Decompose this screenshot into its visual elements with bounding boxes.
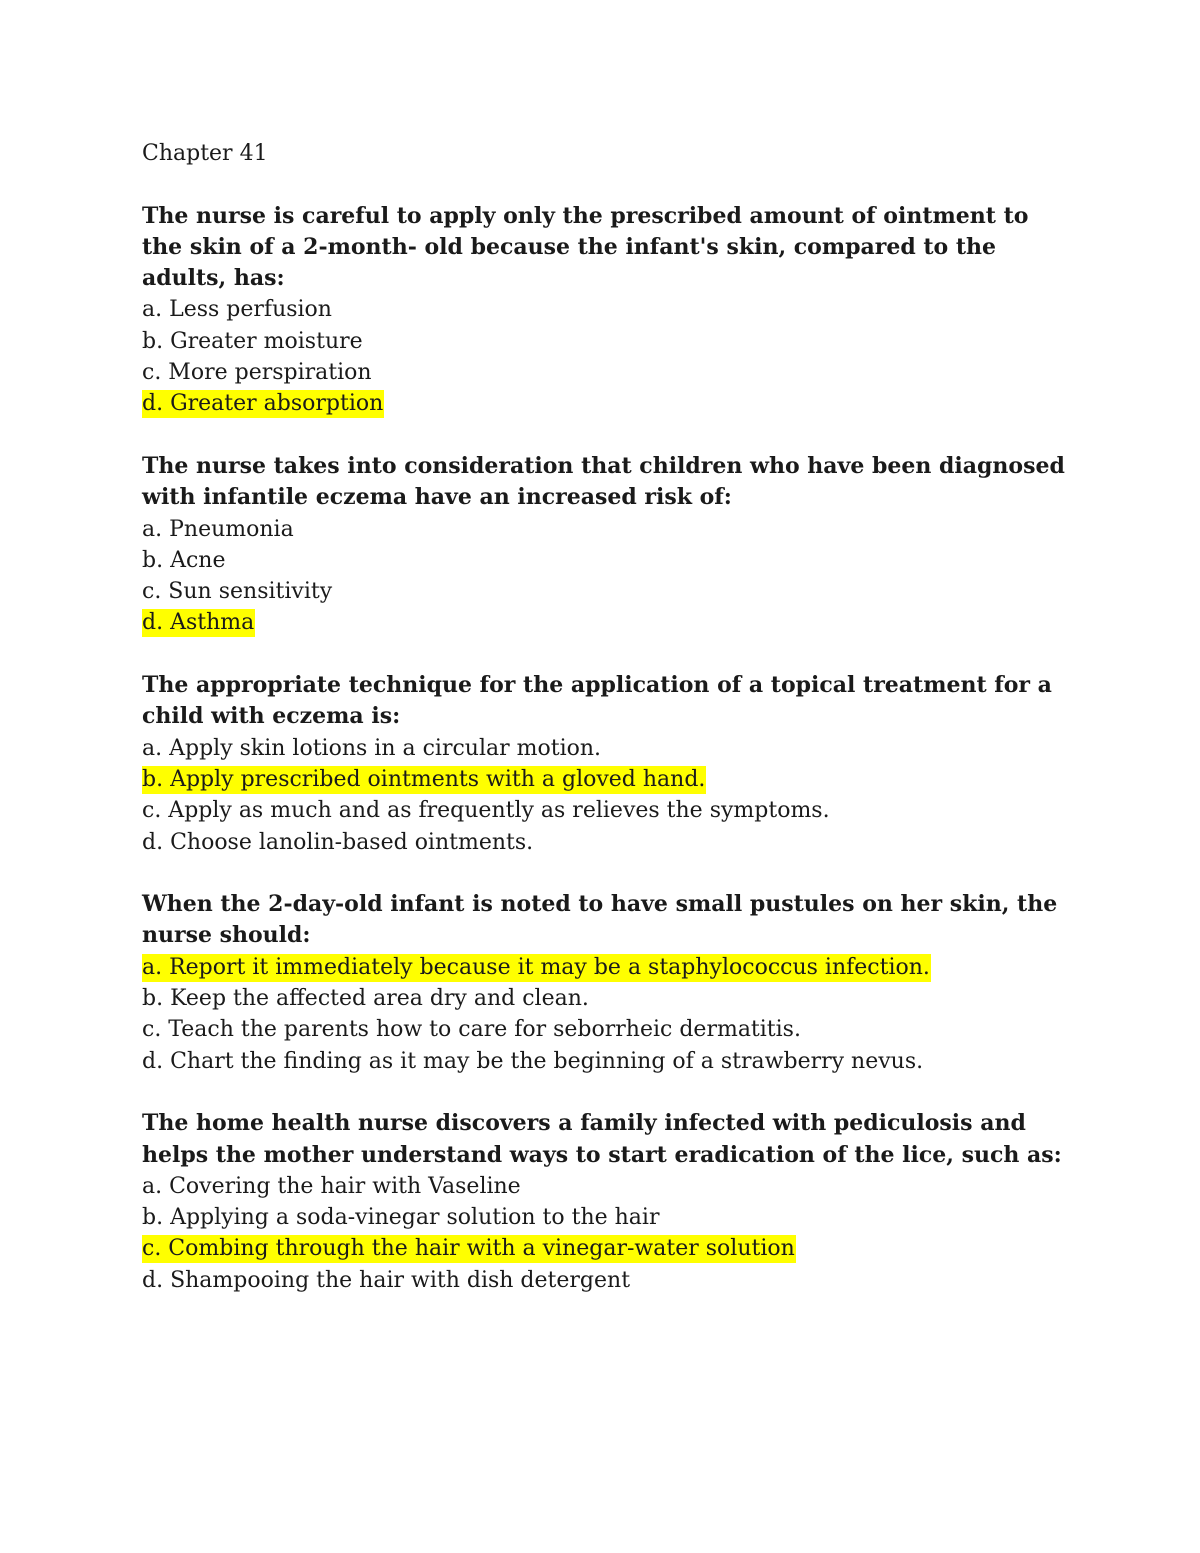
answer-option-text: c. Sun sensitivity [142, 579, 333, 605]
answer-option [142, 326, 1072, 357]
answer-option [142, 514, 1072, 545]
question-stem: The nurse is careful to apply only the prescribed amount of ointment to the skin of a 2-month- old because the infant's skin, compared to the adults, has: [142, 202, 1029, 292]
answer-option-text: b. Greater moisture [142, 328, 363, 354]
answer-option-text: a. Report it immediately because it may be a staphylococcus infection. [142, 954, 930, 980]
answer-option [142, 1046, 1072, 1077]
answer-option [142, 1265, 1072, 1296]
answer-option [142, 294, 1072, 325]
document-content [142, 138, 1072, 1327]
answer-option-text: a. Pneumonia [142, 516, 294, 542]
answer-option-text: c. Combing through the hair with a vinegar-water solution [142, 1236, 795, 1262]
answer-option-text: d. Chart the finding as it may be the beginning of a strawberry nevus. [142, 1048, 924, 1074]
answer-option [142, 1014, 1072, 1045]
answer-option-text: c. More perspiration [142, 360, 372, 386]
answer-option-text: b. Applying a soda-vinegar solution to the hair [142, 1205, 660, 1231]
answer-option-text: d. Choose lanolin-based ointments. [142, 829, 534, 855]
answer-option-correct [142, 607, 1072, 638]
question-stem: When the 2-day-old infant is noted to have small pustules on her skin, the nurse should: [142, 891, 1058, 949]
answer-option-correct [142, 388, 1072, 419]
question-block [142, 889, 1072, 1077]
answer-option [142, 1202, 1072, 1233]
answer-option [142, 1171, 1072, 1202]
answer-option [142, 733, 1072, 764]
answer-option-text: b. Apply prescribed ointments with a gloved hand. [142, 766, 706, 792]
question-block [142, 201, 1072, 420]
answer-option [142, 576, 1072, 607]
answer-option-correct [142, 952, 1072, 983]
answer-option-text: b. Acne [142, 547, 226, 573]
answer-option [142, 545, 1072, 576]
answer-option-text: d. Greater absorption [142, 391, 384, 417]
question-block [142, 670, 1072, 858]
answer-option-text: c. Teach the parents how to care for seborrheic dermatitis. [142, 1017, 801, 1043]
answer-option-text: b. Keep the affected area dry and clean. [142, 986, 589, 1012]
answer-option-text: c. Apply as much and as frequently as relieves the symptoms. [142, 798, 830, 824]
chapter-title: Chapter 41 [142, 141, 268, 166]
question-block [142, 1108, 1072, 1296]
answer-option-correct [142, 1233, 1072, 1264]
question-stem: The appropriate technique for the application of a topical treatment for a child with eczema is: [142, 672, 1052, 730]
answer-option-text: a. Less perfusion [142, 297, 332, 323]
question-block [142, 451, 1072, 639]
answer-option [142, 357, 1072, 388]
answer-option-correct [142, 764, 1072, 795]
answer-option [142, 795, 1072, 826]
answer-option-text: a. Covering the hair with Vaseline [142, 1173, 521, 1199]
answer-option-text: d. Shampooing the hair with dish detergent [142, 1267, 631, 1293]
answer-option-text: a. Apply skin lotions in a circular motion. [142, 735, 602, 761]
question-list [142, 201, 1072, 1296]
question-stem: The home health nurse discovers a family infected with pediculosis and helps the mother understand ways to start eradication of the lice, such as: [142, 1110, 1062, 1168]
answer-option-text: d. Asthma [142, 610, 255, 636]
answer-option [142, 827, 1072, 858]
answer-option [142, 983, 1072, 1014]
question-stem: The nurse takes into consideration that children who have been diagnosed with infantile eczema have an increased risk of: [142, 452, 1065, 511]
